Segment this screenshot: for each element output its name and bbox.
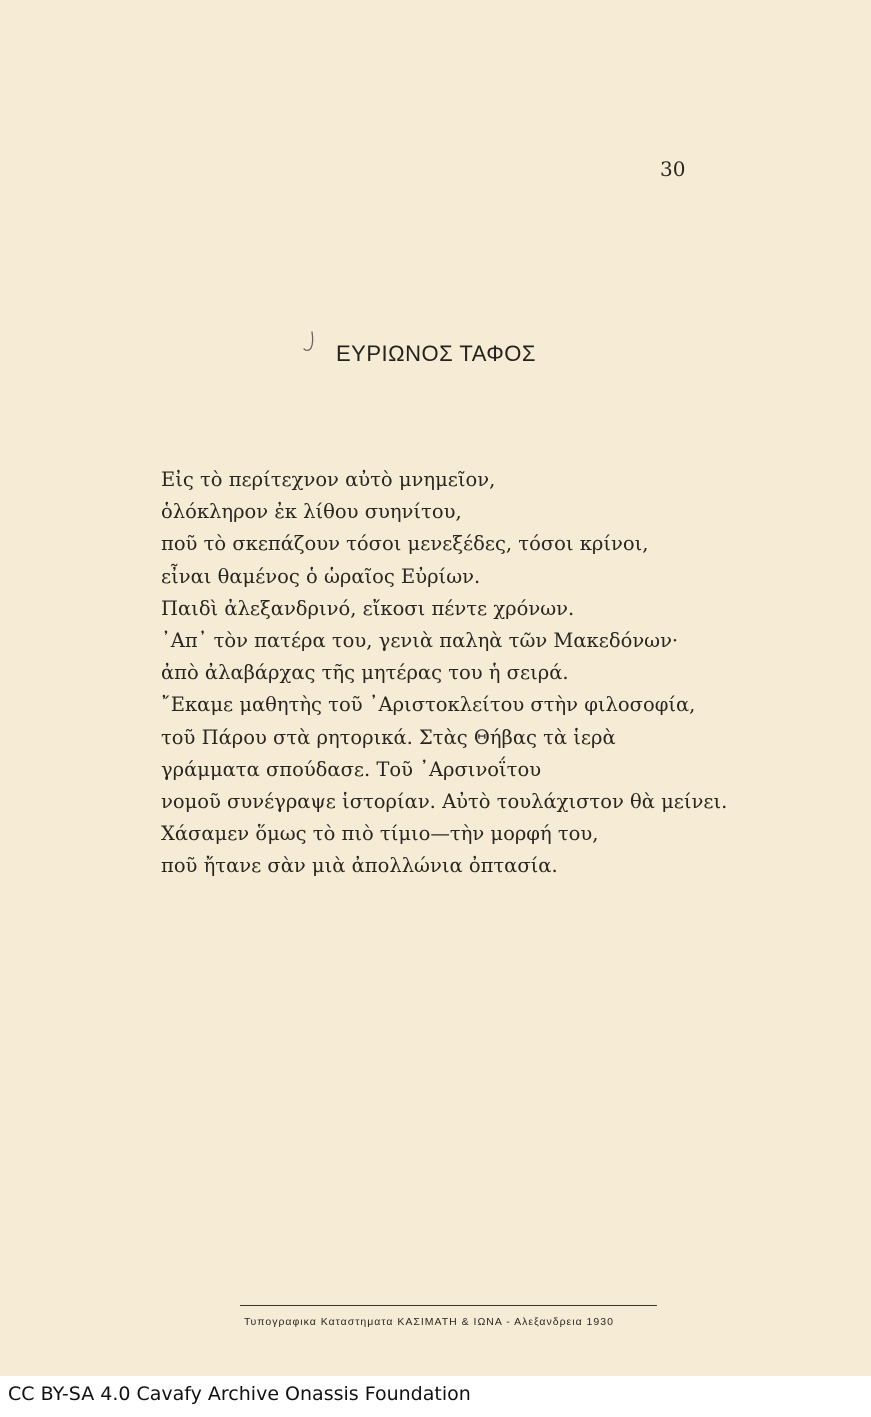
printer-imprint: Τυπογραφικα Καταστηματα ΚΑΣΙΜΑΤΗ & ΙΩΝΑ - Αλεξανδρεια 1930 [244, 1316, 614, 1328]
license-credit: CC BY-SA 4.0 Cavafy Archive Onassis Foundation [8, 1383, 471, 1405]
poem-line: γράμματα σπούδασε. Τοῦ ᾿Αρσινοΐτου [161, 757, 542, 781]
poem-line: εἶναι θαμένος ὁ ὡραῖος Εὐρίων. [161, 564, 481, 588]
poem-line: Εἰς τὸ περίτεχνον αὐτὸ μνημεῖον, [161, 468, 496, 491]
poem-line: ποῦ ἤτανε σὰν μιὰ ἀπολλώνια ὀπτασία. [161, 854, 558, 878]
poem-line: νομοῦ συνέγραψε ἱστορίαν. Αὐτὸ τουλάχιστον θὰ μείνει. [161, 789, 728, 813]
pencil-check-mark [302, 330, 316, 356]
poem-line: Χάσαμεν ὅμως τὸ πιὸ τίμιο—τὴν μορφή του, [161, 822, 599, 846]
poem-line: ῎Εκαμε μαθητὴς τοῦ ᾿Αριστοκλείτου στὴν φιλοσοφία, [161, 693, 696, 717]
poem-line: ποῦ τὸ σκεπάζουν τόσοι μενεξέδες, τόσοι κρίνοι, [161, 532, 649, 556]
poem-body [161, 464, 727, 882]
page-number: 30 [660, 157, 686, 181]
poem-line: τοῦ Πάρου στὰ ρητορικά. Στὰς Θήβας τὰ ἱερὰ [161, 725, 616, 749]
poem-line: ἀπὸ ἀλαβάρχας τῆς μητέρας του ἡ σειρά. [161, 661, 569, 685]
poem-line: ὁλόκληρον ἐκ λίθου συηνίτου, [161, 500, 462, 524]
poem-line: ᾿Απ᾿ τὸν πατέρα του, γενιὰ παληὰ τῶν Μακεδόνων· [161, 628, 679, 652]
poem-title: ΕΥΡΙΩΝΟΣ ΤΑΦΟΣ [336, 341, 537, 366]
poem-line: Παιδὶ ἀλεξανδρινό, εἴκοσι πέντε χρόνων. [161, 596, 575, 620]
imprint-divider [240, 1305, 657, 1306]
